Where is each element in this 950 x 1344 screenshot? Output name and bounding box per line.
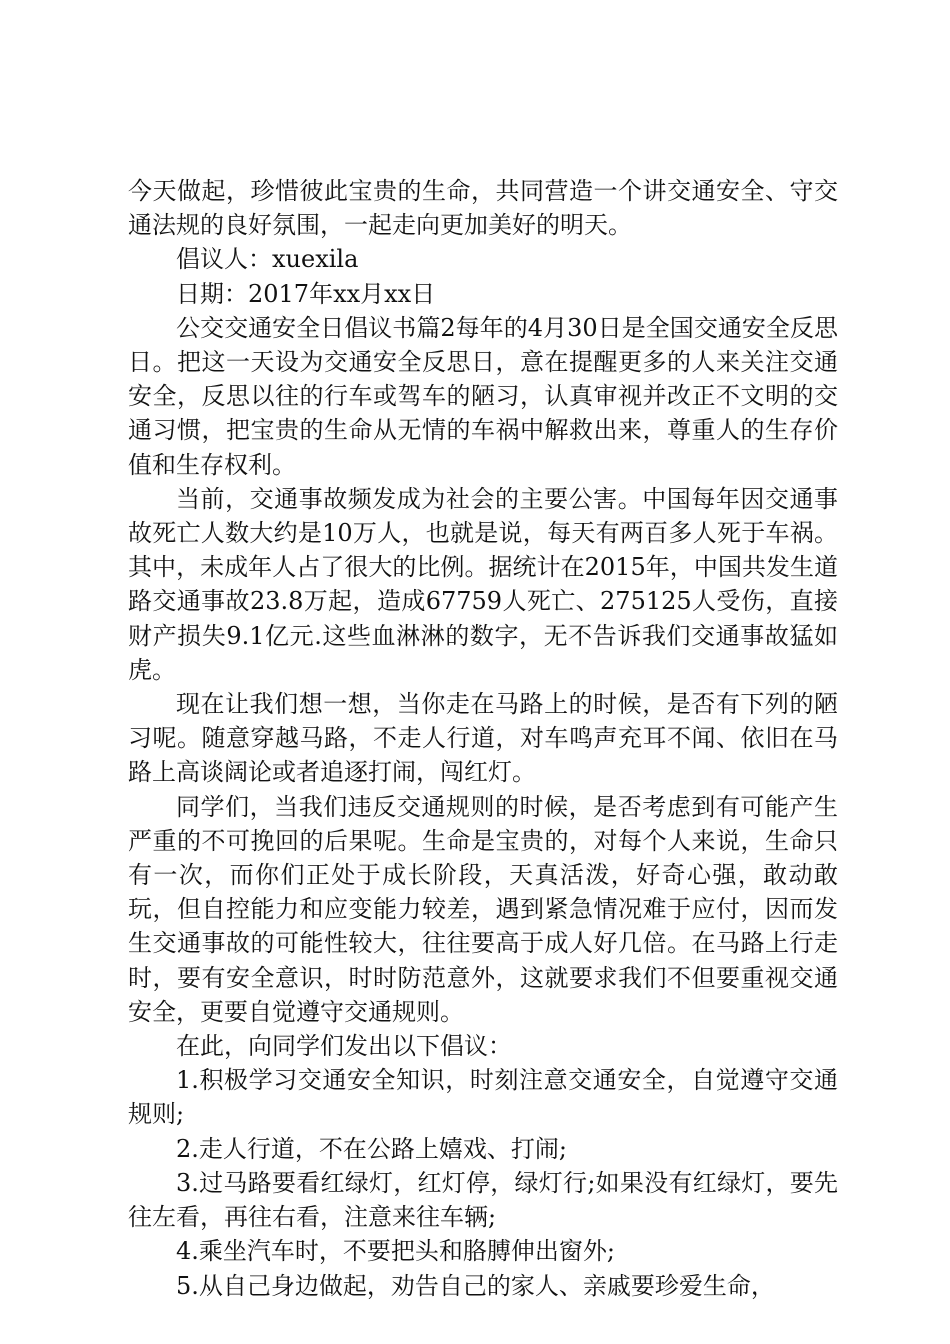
paragraph-closing: 今天做起，珍惜彼此宝贵的生命，共同营造一个讲交通安全、守交通法规的良好氛围，一起走向更加美好的明天。 bbox=[128, 177, 838, 240]
proposal-item-1: 1.积极学习交通安全知识，时刻注意交通安全，自觉遵守交通规则; bbox=[128, 1066, 838, 1129]
proposal-item-5: 5.从自己身边做起，劝告自己的家人、亲戚要珍爱生命， bbox=[176, 1271, 775, 1300]
proposal-intro: 在此，向同学们发出以下倡议： bbox=[176, 1032, 512, 1061]
proposal-item-4: 4.乘坐汽车时，不要把头和胳膊伸出窗外; bbox=[176, 1237, 615, 1266]
paragraph-students: 同学们，当我们违反交通规则的时候，是否考虑到有可能产生严重的不可挽回的后果呢。生命是宝贵的，对每个人来说，生命只有一次，而你们正处于成长阶段，天真活泼，好奇心强，敢动敢玩，但自控能力和应变能力较差，遇到紧急情况难于应付，因而发生交通事故的可能性较大，往往要高于成人好几倍。在马路上行走时，要有安全意识，时时防范意外，这就要求我们不但要重视交通安全，更要自觉遵守交通规则。 bbox=[128, 792, 838, 1026]
proposal-item-3: 3.过马路要看红绿灯，红灯停，绿灯行;如果没有红绿灯，要先往左看，再往右看，注意来往车辆; bbox=[128, 1168, 838, 1232]
paragraph-safety-day: 公交交通安全日倡议书篇2每年的4月30日是全国交通安全反思日。把这一天设为交通安全反思日，意在提醒更多的人来关注交通安全，反思以往的行车或驾车的陋习，认真审视并改正不文明的交通习惯，把宝贵的生命从无情的车祸中解救出来，尊重人的生存价值和生存权利。 bbox=[128, 313, 838, 479]
paragraph-bad-habits: 现在让我们想一想，当你走在马路上的时候，是否有下列的陋习呢。随意穿越马路，不走人行道，对车鸣声充耳不闻、依旧在马路上高谈阔论或者追逐打闹，闯红灯。 bbox=[128, 690, 838, 787]
date-line: 日期：2017年xx月xx日 bbox=[176, 279, 436, 308]
proposal-item-2: 2.走人行道，不在公路上嬉戏、打闹; bbox=[176, 1134, 567, 1163]
paragraph-statistics: 当前，交通事故频发成为社会的主要公害。中国每年因交通事故死亡人数大约是10万人，也就是说，每天有两百多人死于车祸。其中，未成年人占了很大的比例。据统计在2015年，中国共发生道路交通事故23.8万起，造成67759人死亡、275125人受伤，直接财产损失9.1亿元.这些血淋淋的数字，无不告诉我们交通事故猛如虎。 bbox=[128, 484, 838, 684]
document-body bbox=[128, 174, 838, 1303]
initiator-line: 倡议人：xuexila bbox=[176, 245, 359, 274]
